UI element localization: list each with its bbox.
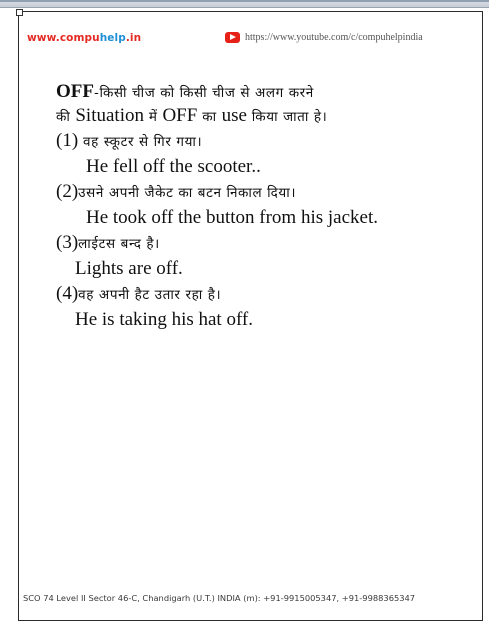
example-hindi-text: उसने अपनी जैकेट का बटन निकाल दिया। <box>78 185 297 201</box>
brand-prefix: www.compu <box>27 32 100 44</box>
example-hindi-text: लाईटस बन्द है। <box>78 236 160 252</box>
youtube-url: https://www.youtube.com/c/compuhelpindia <box>245 32 423 43</box>
example-hindi-text: वह अपनी हैट उतार रहा है। <box>78 287 222 303</box>
brand-suffix: .in <box>125 32 142 44</box>
example-number: (2) <box>56 181 79 202</box>
definition-text-2b: Situation <box>75 105 144 126</box>
document-page <box>18 11 483 621</box>
definition-text-2f: use <box>221 105 247 126</box>
youtube-link <box>225 32 423 43</box>
top-strip-accent <box>0 0 489 2</box>
example-1-hindi <box>56 131 202 152</box>
example-1-english: He fell off the scooter.. <box>86 156 261 177</box>
example-4-english: He is taking his hat off. <box>75 309 254 330</box>
window-top-strip <box>0 0 489 8</box>
brand-highlight: help <box>99 32 126 44</box>
example-3-hindi <box>56 233 160 254</box>
lesson-term: OFF <box>56 81 94 102</box>
example-2-english: He took off the button from his jacket. <box>86 207 378 228</box>
definition-line-1 <box>56 82 314 103</box>
footer-address: SCO 74 Level II Sector 46-C, Chandigarh (U.T.) INDIA (m): +91-9915005347, +91-9988365347 <box>23 593 416 603</box>
example-number: (3) <box>56 232 79 253</box>
example-3-english: Lights are off. <box>75 258 183 279</box>
example-number: (4) <box>56 283 79 304</box>
definition-text-2a: की <box>56 109 76 125</box>
page-corner-handle[interactable] <box>16 9 23 16</box>
definition-text-2e: का <box>197 109 222 125</box>
definition-text-2g: किया जाता हे। <box>246 109 328 125</box>
example-2-hindi <box>56 182 296 203</box>
example-hindi-text: वह स्कूटर से गिर गया। <box>78 134 203 150</box>
definition-text-1: -किसी चीज को किसी चीज से अलग करने <box>94 85 314 101</box>
brand-url <box>27 32 141 44</box>
example-number: (1) <box>56 130 79 151</box>
definition-text-2c: में <box>143 109 163 125</box>
youtube-play-icon <box>225 32 240 43</box>
example-4-hindi <box>56 284 221 305</box>
definition-text-2d: OFF <box>162 105 198 126</box>
definition-line-2 <box>56 106 327 127</box>
